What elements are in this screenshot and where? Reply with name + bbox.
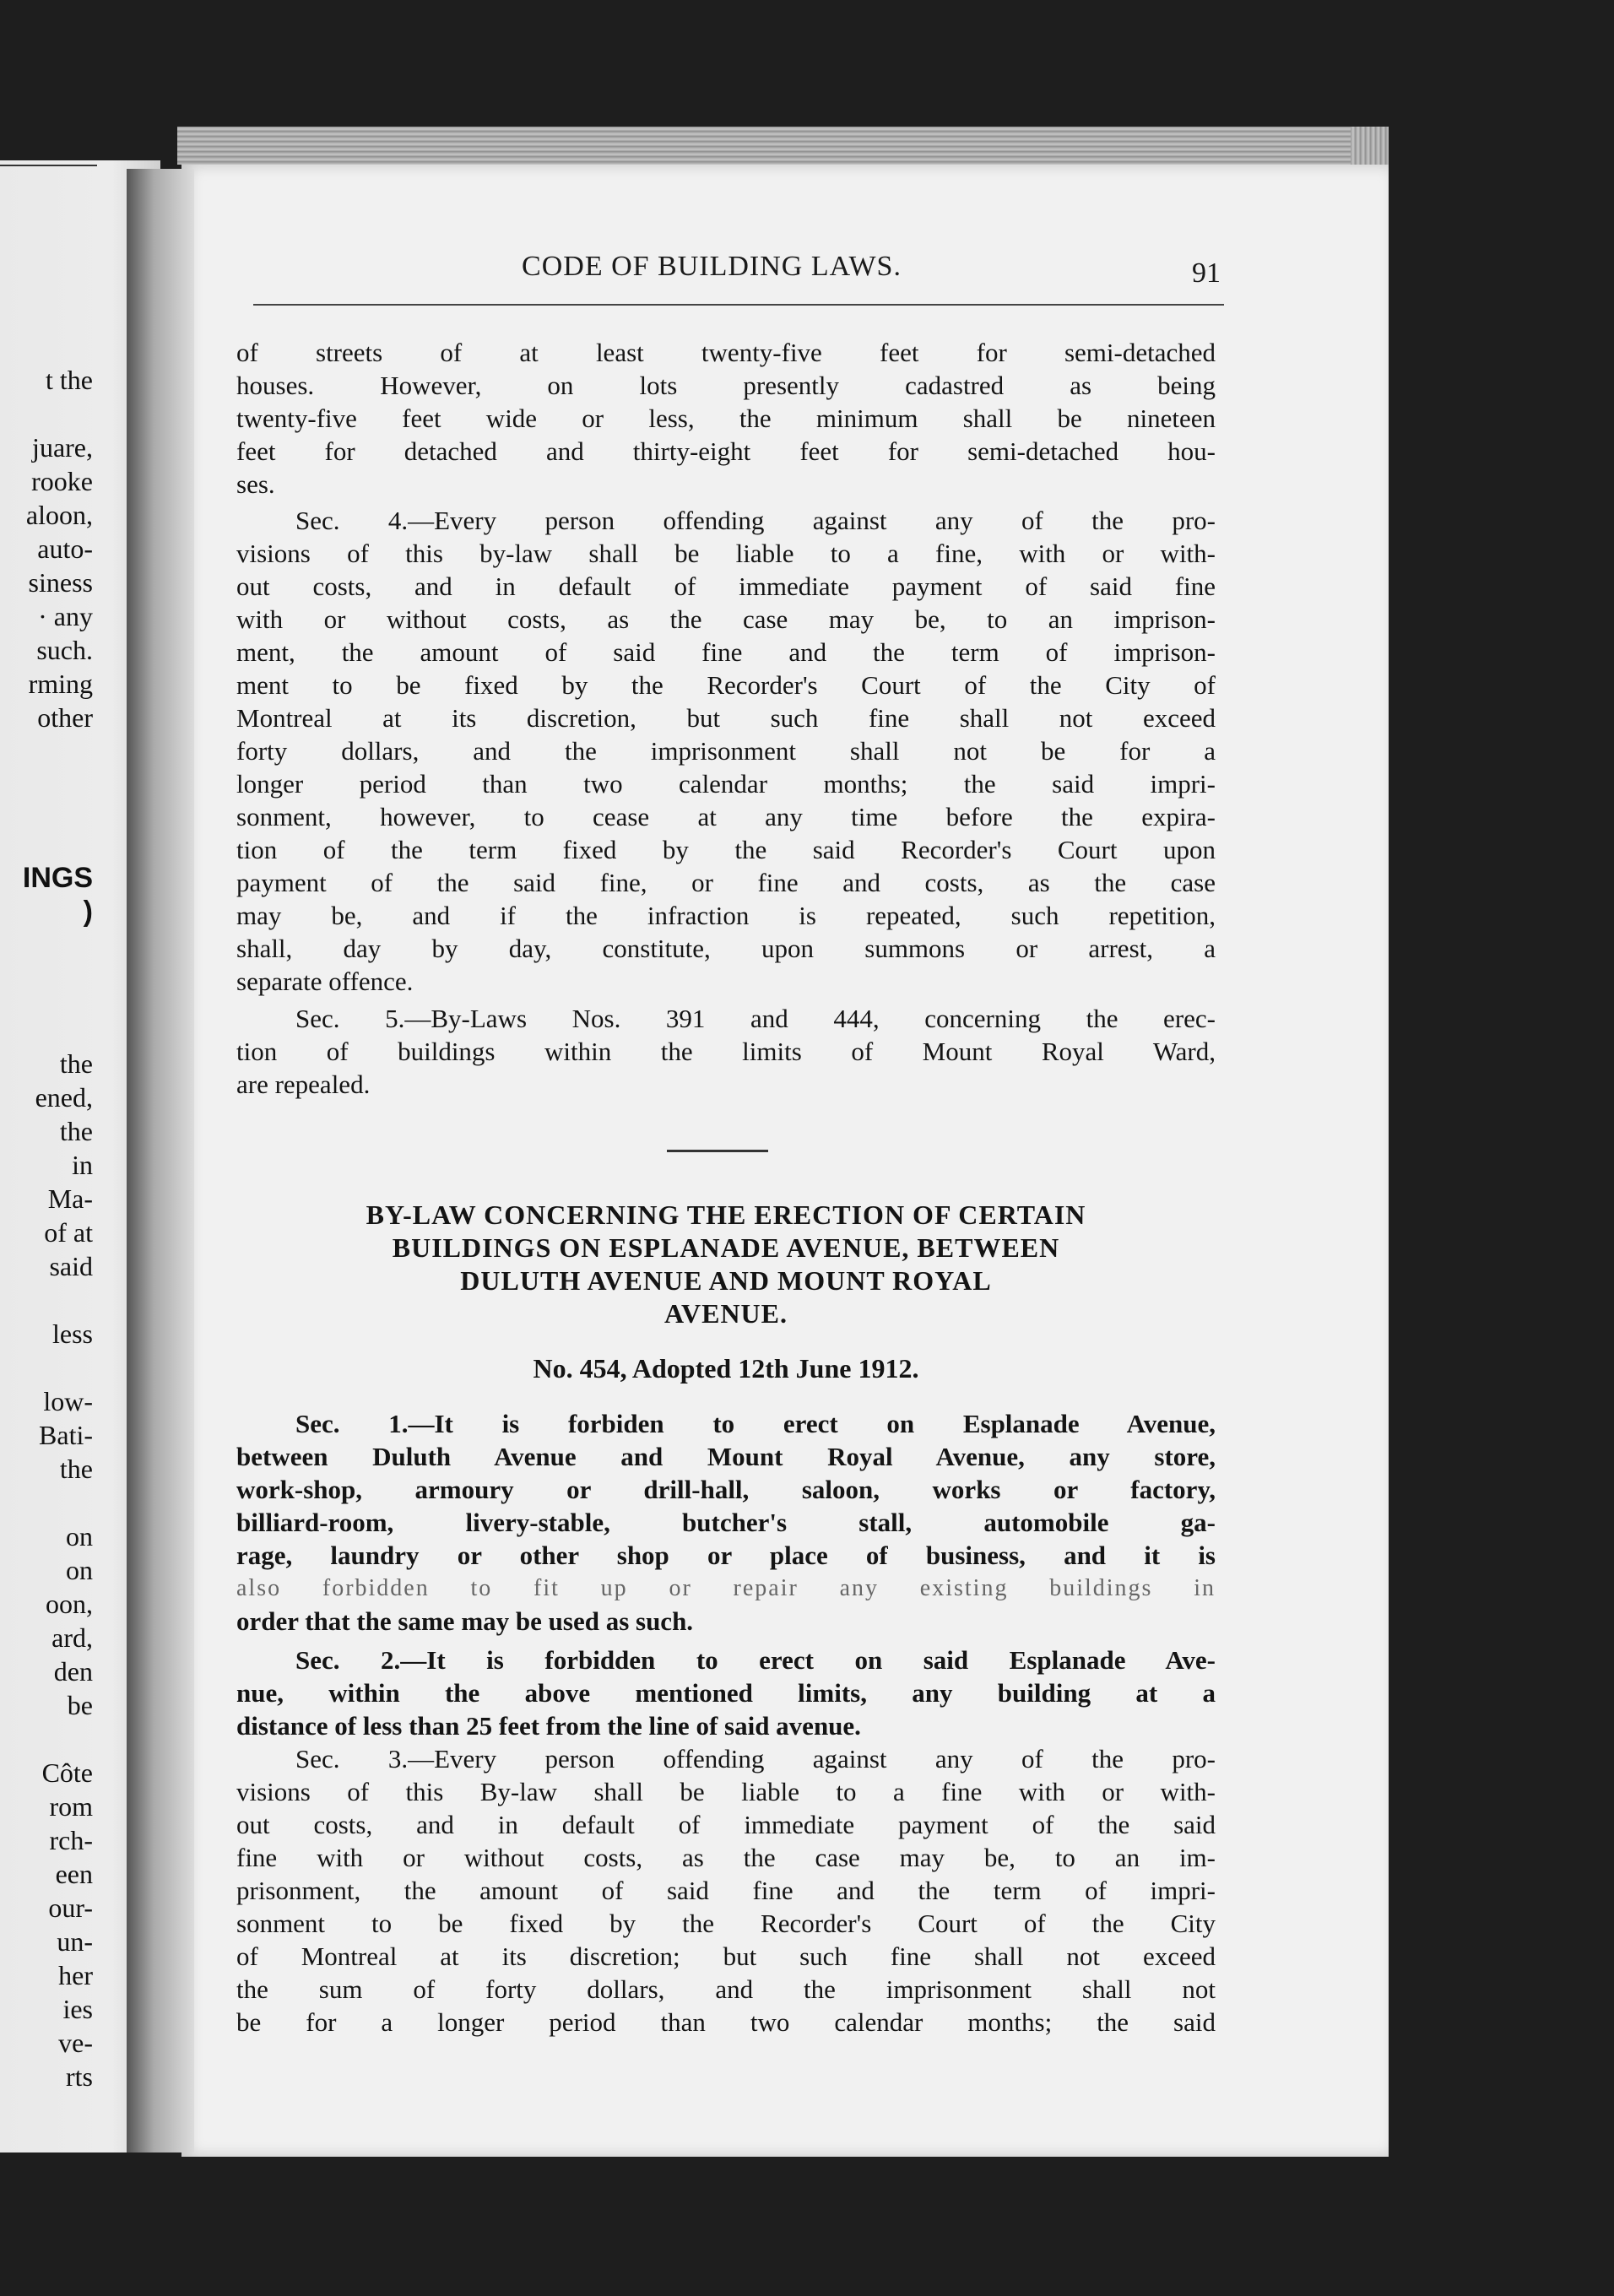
- text-line: ment, the amount of said fine and the term of imprison-: [236, 637, 1216, 667]
- text-line: payment of the said fine, or fine and costs, as the case: [236, 868, 1216, 897]
- text-line: Sec. 5.—By-Laws Nos. 391 and 444, concerning the erec-: [295, 1004, 1216, 1033]
- facing-page-fragment: t the: [46, 365, 93, 395]
- text-line: Sec. 3.—Every person offending against any of the pro-: [295, 1744, 1216, 1773]
- text-line: visions of this By-law shall be liable to a fine with or with-: [236, 1777, 1216, 1806]
- text-line: work-shop, armoury or drill-hall, saloon, works or factory,: [236, 1475, 1216, 1504]
- facing-page-fragment: such.: [36, 635, 93, 665]
- facing-page-fragment: un-: [57, 1926, 93, 1957]
- header-rule: [253, 304, 1224, 306]
- facing-page-fragment: een: [55, 1859, 93, 1889]
- text-line: rage, laundry or other shop or place of business, and it is: [236, 1541, 1216, 1570]
- text-line: houses. However, on lots presently cadastred as being: [236, 371, 1216, 400]
- text-line: forty dollars, and the imprisonment shall not be for a: [236, 736, 1216, 766]
- text-line: Sec. 4.—Every person offending against any of the pro-: [295, 506, 1216, 535]
- title-line: AVENUE.: [664, 1298, 788, 1329]
- book-gutter: [127, 169, 194, 2152]
- facing-page-fragment: Côte: [41, 1757, 93, 1788]
- facing-page-fragment: low-: [43, 1386, 93, 1416]
- facing-page-fragment: our-: [48, 1893, 93, 1923]
- text-line: out costs, and in default of immediate payment of said fine: [236, 571, 1216, 601]
- text-line: Sec. 2.—It is forbidden to erect on said Esplanade Ave-: [295, 1645, 1216, 1675]
- text-line: out costs, and in default of immediate payment of the said: [236, 1810, 1216, 1839]
- facing-page-fragment: of at: [44, 1217, 93, 1248]
- text-line: tion of the term fixed by the said Recorder's Court upon: [236, 835, 1216, 864]
- facing-page-fragment: oon,: [46, 1589, 93, 1619]
- facing-page-fragment: aloon,: [25, 500, 93, 530]
- title-line: BUILDINGS ON ESPLANADE AVENUE, BETWEEN: [392, 1232, 1060, 1263]
- facing-page-fragment: · any: [38, 601, 93, 631]
- text-line: prisonment, the amount of said fine and the term of impri-: [236, 1876, 1216, 1905]
- facing-page-fragment: her: [58, 1960, 93, 1990]
- running-head: CODE OF BUILDING LAWS.: [522, 251, 902, 282]
- facing-page-fragment: the: [59, 1116, 93, 1146]
- section-separator: [667, 1150, 768, 1152]
- facing-page-fragment: rch-: [49, 1825, 93, 1855]
- facing-page-rule: [0, 165, 97, 166]
- facing-page-fragment: rooke: [31, 466, 93, 496]
- text-line: are repealed.: [236, 1069, 371, 1099]
- facing-page-fragment: on: [66, 1521, 93, 1551]
- text-line: visions of this by-law shall be liable to a fine, with or with-: [236, 539, 1216, 568]
- text-line: fine with or without costs, as the case may be, to an im-: [236, 1843, 1216, 1872]
- text-line: longer period than two calendar months; the said impri-: [236, 769, 1216, 799]
- section-1: [236, 1407, 1216, 1638]
- section-4: [236, 504, 1216, 998]
- facing-page-fragment: Ma-: [47, 1183, 93, 1214]
- facing-page-fragment: rming: [28, 669, 93, 699]
- text-line: of Montreal at its discretion; but such fine shall not exceed: [236, 1941, 1216, 1971]
- facing-page-fragment: ard,: [51, 1622, 93, 1653]
- section-2: [236, 1643, 1216, 1742]
- text-line: with or without costs, as the case may be, to an imprison-: [236, 604, 1216, 634]
- text-line: sonment, however, to cease at any time before the expira-: [236, 802, 1216, 831]
- bylaw-number: No. 454, Adopted 12th June 1912.: [533, 1353, 919, 1384]
- text-line: sonment to be fixed by the Recorder's Court of the City: [236, 1909, 1216, 1938]
- text-line: of streets of at least twenty-five feet for semi-detached: [236, 338, 1216, 367]
- text-line: Sec. 1.—It is forbiden to erect on Esplanade Avenue,: [295, 1409, 1216, 1438]
- section-3: [236, 1742, 1216, 2039]
- facing-page-fragment: said: [49, 1251, 93, 1281]
- text-line: twenty-five feet wide or less, the minimum shall be nineteen: [236, 403, 1216, 433]
- text-line: the sum of forty dollars, and the imprisonment shall not: [236, 1974, 1216, 2004]
- text-line: billiard-room, livery-stable, butcher's stall, automobile ga-: [236, 1508, 1216, 1537]
- facing-page-fragment: on: [66, 1555, 93, 1585]
- title-line: DULUTH AVENUE AND MOUNT ROYAL: [460, 1265, 992, 1296]
- text-line: ment to be fixed by the Recorder's Court of the City of: [236, 670, 1216, 700]
- paragraph-continuation: [236, 336, 1216, 501]
- facing-page-fragment: INGS: [22, 862, 93, 894]
- text-line: between Duluth Avenue and Mount Royal Avenue, any store,: [236, 1442, 1216, 1471]
- text-line: feet for detached and thirty-eight feet for semi-detached hou-: [236, 436, 1216, 466]
- text-line: ses.: [236, 469, 275, 499]
- facing-page-fragment: Bati-: [39, 1420, 93, 1450]
- facing-page-fragment: juare,: [32, 432, 93, 463]
- facing-page-fragment: rts: [66, 2061, 93, 2092]
- facing-page-fragment: auto-: [37, 533, 93, 564]
- facing-page-fragment: in: [72, 1150, 93, 1180]
- text-line: may be, and if the infraction is repeated, such repetition,: [236, 901, 1216, 930]
- page-number: 91: [1192, 257, 1221, 289]
- facing-page-fragment: the: [59, 1454, 93, 1484]
- text-line: Montreal at its discretion, but such fine shall not exceed: [236, 703, 1216, 733]
- text-line: be for a longer period than two calendar months; the said: [236, 2007, 1216, 2037]
- page-edges-top: [177, 127, 1389, 165]
- text-line: distance of less than 25 feet from the line of said avenue.: [236, 1711, 861, 1741]
- text-line: nue, within the above mentioned limits, any building at a: [236, 1678, 1216, 1708]
- text-line: separate offence.: [236, 967, 414, 996]
- facing-page-fragment: ened,: [35, 1082, 93, 1113]
- facing-page-fragment: ies: [62, 1994, 93, 2024]
- text-line: also forbidden to fit up or repair any existing buildings in: [236, 1575, 1216, 1601]
- facing-page-fragment: less: [52, 1319, 93, 1349]
- text-line: order that the same may be used as such.: [236, 1606, 694, 1636]
- text-line: shall, day by day, constitute, upon summons or arrest, a: [236, 934, 1216, 963]
- facing-page-fragment: ve-: [58, 2028, 93, 2058]
- section-5: [236, 1002, 1216, 1101]
- facing-page-fragment: rom: [49, 1791, 93, 1822]
- facing-page-fragment: the: [59, 1048, 93, 1079]
- facing-page-fragment: be: [67, 1690, 93, 1720]
- bylaw-title: [236, 1199, 1216, 1330]
- facing-page-fragment: siness: [28, 567, 93, 598]
- text-line: tion of buildings within the limits of Mount Royal Ward,: [236, 1037, 1216, 1066]
- title-line: BY-LAW CONCERNING THE ERECTION OF CERTAIN: [366, 1199, 1086, 1230]
- facing-page-fragment: other: [37, 702, 93, 733]
- facing-page-fragment: ): [83, 896, 93, 928]
- facing-page-fragment: den: [53, 1656, 93, 1687]
